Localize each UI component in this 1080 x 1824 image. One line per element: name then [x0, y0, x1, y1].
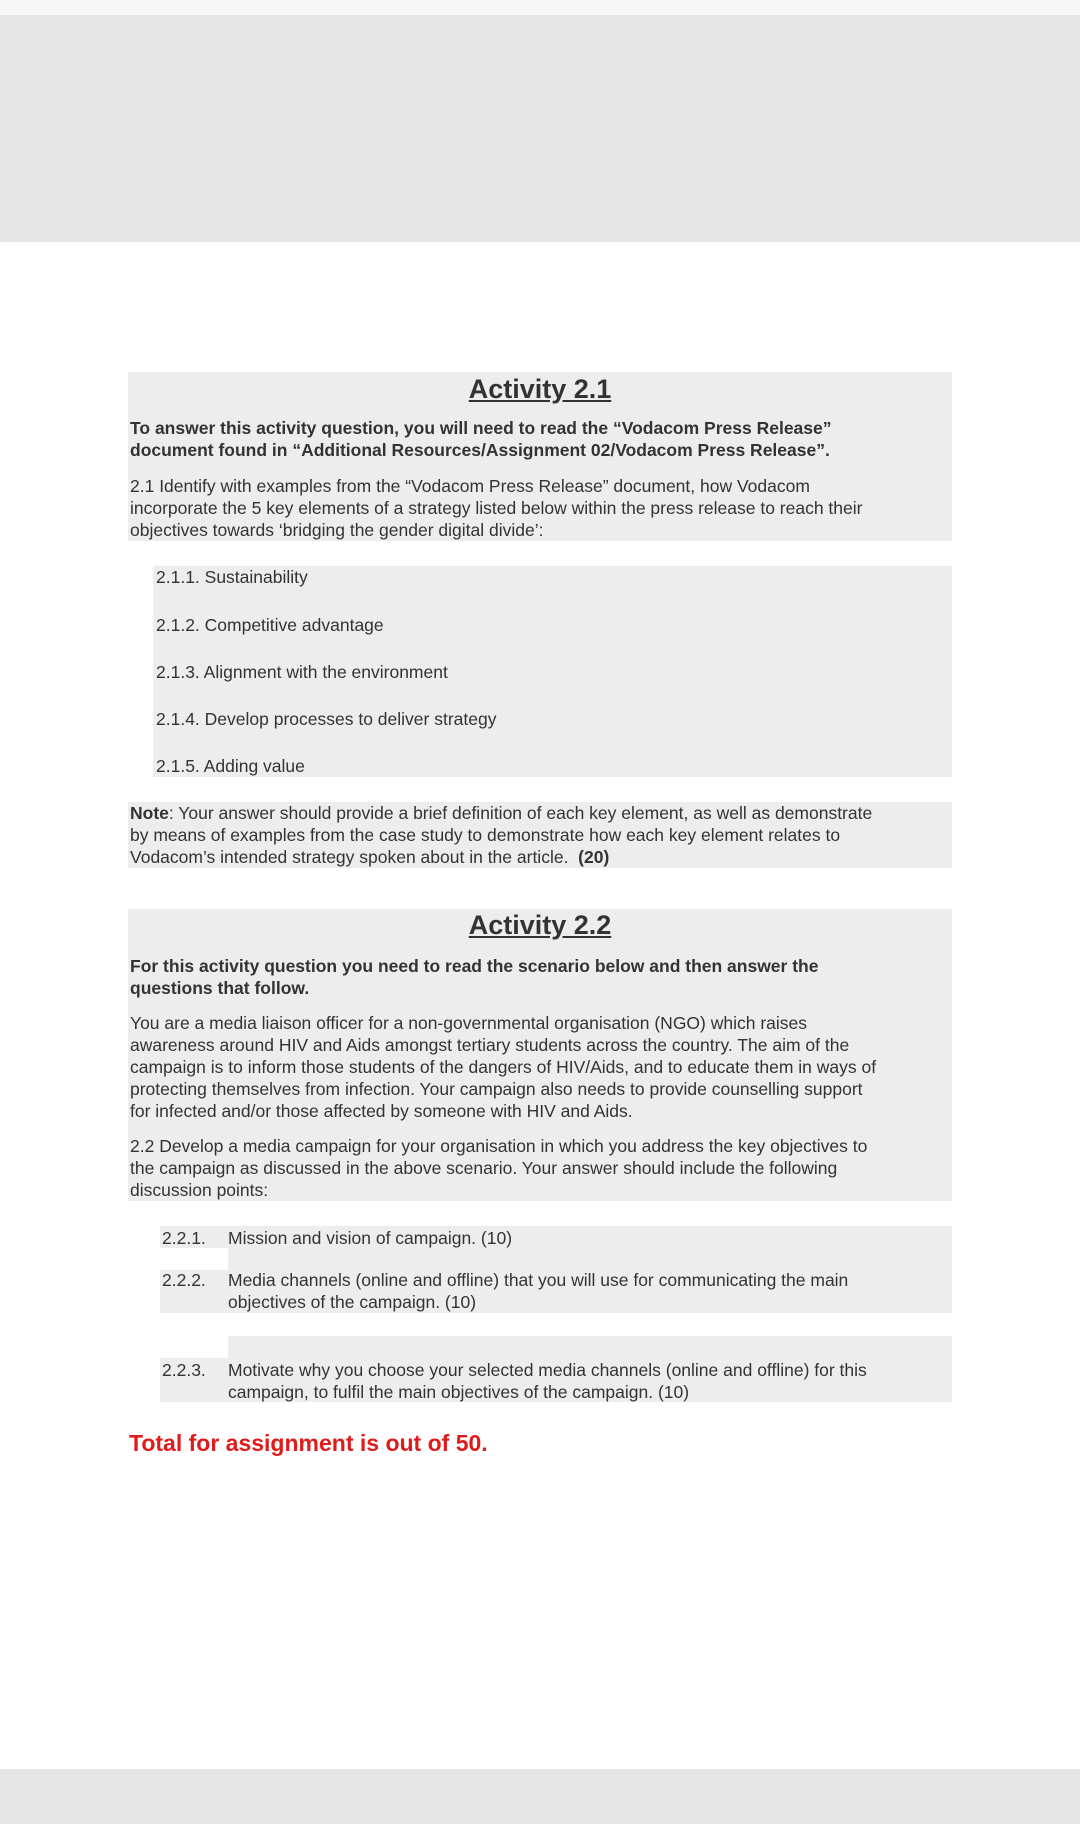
item-222-text: Media channels (online and offline) that you will use for communicating the main: [228, 1270, 849, 1290]
scenario-line: awareness around HIV and Aids amongst tertiary students across the country. The aim of the: [130, 1035, 850, 1055]
item-221-text: Mission and vision of campaign. (10): [228, 1228, 513, 1248]
scenario-line: for infected and/or those affected by someone with HIV and Aids.: [130, 1101, 633, 1121]
item-222-number: 2.2.2.: [162, 1270, 206, 1290]
scenario-line: campaign is to inform those students of the dangers of HIV/Aids, and to educate them in ways of: [130, 1057, 877, 1077]
activity-21-question-line: 2.1 Identify with examples from the “Vodacom Press Release” document, how Vodacom: [130, 476, 810, 496]
note-line: [130, 802, 872, 824]
note-text: Vodacom’s intended strategy spoken about in the article.: [130, 847, 579, 867]
activity-22-question-line: 2.2 Develop a media campaign for your organisation in which you address the key objectives to: [130, 1136, 868, 1156]
activity-22-intro-line: questions that follow.: [130, 978, 310, 998]
note-line: [130, 846, 609, 868]
page-gap-top: [0, 15, 1080, 242]
top-bar: [0, 0, 1080, 15]
scenario-line: You are a media liaison officer for a non-governmental organisation (NGO) which raises: [130, 1013, 808, 1033]
activity-21-intro-line: document found in “Additional Resources/Assignment 02/Vodacom Press Release”.: [130, 440, 830, 460]
list-item-competitive-advantage: 2.1.2. Competitive advantage: [156, 615, 384, 635]
page-gap-bottom: [0, 1769, 1080, 1824]
activity-22-intro-line: For this activity question you need to read the scenario below and then answer the: [130, 956, 819, 976]
note-line: by means of examples from the case study to demonstrate how each key element relates to: [130, 825, 841, 845]
item-223-text: Motivate why you choose your selected media channels (online and offline) for this: [228, 1360, 867, 1380]
item-222-text: objectives of the campaign. (10): [228, 1292, 477, 1312]
activity-22-question-line: the campaign as discussed in the above scenario. Your answer should include the following: [130, 1158, 838, 1178]
note-marks: (20): [578, 847, 610, 867]
list-item-adding-value: 2.1.5. Adding value: [156, 756, 305, 776]
item-221-box: [228, 1248, 952, 1270]
note-text: : Your answer should provide a brief definition of each key element, as well as demonstrate: [168, 803, 873, 823]
activity-21-intro-line: To answer this activity question, you will need to read the “Vodacom Press Release”: [130, 418, 832, 438]
activity-21-question-line: objectives towards ‘bridging the gender digital divide’:: [130, 520, 544, 540]
activity-22-question-line: discussion points:: [130, 1180, 269, 1200]
activity-22-title: Activity 2.2: [468, 910, 612, 940]
item-221-number: 2.2.1.: [162, 1228, 206, 1248]
activity-21-title: Activity 2.1: [468, 374, 612, 404]
item-223-box: [228, 1336, 952, 1358]
activity-21-question-line: incorporate the 5 key elements of a strategy listed below within the press release to reach their: [130, 498, 863, 518]
list-item-alignment: 2.1.3. Alignment with the environment: [156, 662, 448, 682]
assignment-total: Total for assignment is out of 50.: [129, 1430, 488, 1456]
item-223-text: campaign, to fulfil the main objectives of the campaign. (10): [228, 1382, 690, 1402]
note-label: Note: [130, 803, 169, 823]
list-item-processes: 2.1.4. Develop processes to deliver strategy: [156, 709, 497, 729]
item-223-number: 2.2.3.: [162, 1360, 206, 1380]
scenario-line: protecting themselves from infection. Your campaign also needs to provide counselling support: [130, 1079, 863, 1099]
list-item-sustainability: 2.1.1. Sustainability: [156, 567, 308, 587]
